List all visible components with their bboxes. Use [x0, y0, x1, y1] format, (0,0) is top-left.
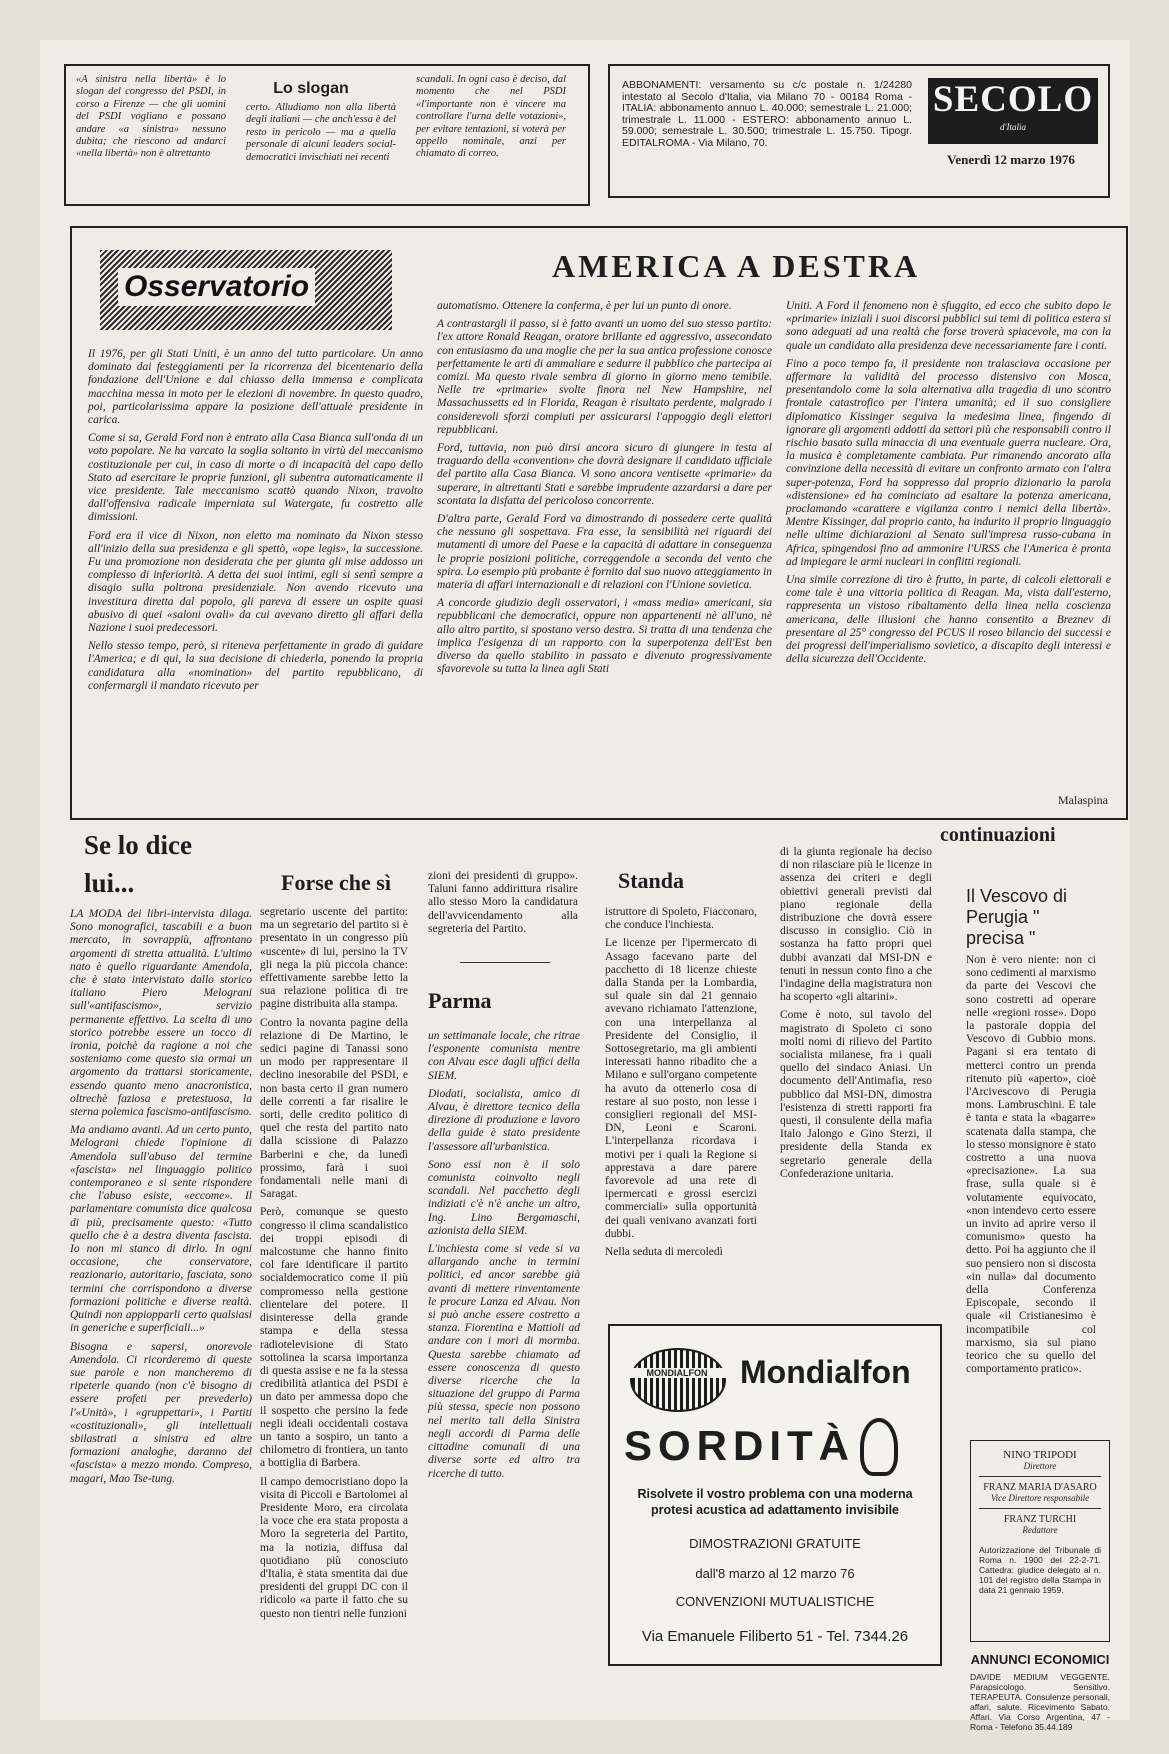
paragraph: istruttore di Spoleto, Fiacconaro, che conduce l'inchiesta. — [605, 906, 757, 932]
paragraph: Nella seduta di mercoledì — [605, 1246, 723, 1259]
issue-date: Venerdì 12 marzo 1976 — [947, 152, 1075, 167]
paragraph: segretario uscente del partito: ma un segretario del partito si è presentato in un congresso più «uscente» di lui, persino la TV gli nega la più piccola chance: effettivamente sarebbe letto la sua relazione politica di tre pagine distribuita alla stampa. — [260, 906, 408, 1011]
director-name: NINO TRIPODI — [1003, 1449, 1077, 1461]
forse-col-1 — [260, 906, 408, 1706]
se-lo-dice-text — [70, 908, 252, 1708]
staff-box — [970, 1440, 1110, 1642]
slogan-col-2: certo. Alludiamo non alla libertà degli italiani — che anch'essa è del resto in pericolo — ma a quella personale di alcuni leaders social-democratici invischiati nei recenti — [246, 102, 396, 163]
divider — [460, 962, 550, 963]
paragraph: Fino a poco tempo fa, il presidente non tralasciava occasione per affermare la validità del processo distensivo con Mosca, presentandolo come la sola alternativa alla tragedia di uno scontro frontale catastrofico per l'intera umanità; ed il suo consigliere diplomatico Kissinger seguiva la medesima linea, fingendo di ignorare gli argomenti addotti da settori più che responsabili contro il rischio basato sulla minaccia di una eventuale guerra nucleare. Ora, la musica è completamente cambiata. Pur rimanendo ancorato alla convinzione della necessità di evitare un confronto armato con l'altra super-potenza, Ford ha soppresso dal proprio dizionario la parola «distensione» ed ha cominciato ad esaltare la potenza americana, proclamando «carattere e vigilanza contro i nemici della libertà». Mentre Kissinger, dal proprio canto, ha indurito il proprio linguaggio nelle ultime dichiarazioni al Senato sull'impresa russo-cubana in Africa, spingendosi fino ad ammonire l'URSS che l'America è pronta ad impiegare le armi nucleari in conflitti regionali. — [786, 357, 1111, 568]
paragraph: L'inchiesta come si vede si va allargando anche in termini politici, ed ancor sarebbe già avanti di mettere rinventamente le procure Lanza ed Alvau. Non si può anche essere costretto a stanza. Fiorentina e Mattioli ad andare con i mori di mormba. Questa sarebbe chiamato ad essere conoscenza di questo diverse ricerche che la situazione del gruppo di Parma più stessa, specie non possono nel merito tali della Sinistra negli accordi di Parma delle cittadine comunali di una diverse sorte ed altro tra ricerche di tutto. — [428, 1243, 580, 1480]
slogan-col-3: scandali. In ogni caso è deciso, dal momento che nel PSDI «l'importante non è vincere ma controllare l'urna delle votazioni», per evitare tentazioni, si voterà per appello nominale, anzi per chiamato di correo. — [416, 74, 566, 160]
paragraph: automatismo. Ottenere la conferma, è per lui un punto di onore. — [437, 300, 732, 312]
forse-che-si-title: Forse che sì — [281, 870, 391, 895]
masthead-box — [608, 64, 1110, 198]
paragraph: LA MODA dei libri-intervista dilaga. Sono monografici, tascabili e a buon mercato, in sovrappiù, affrontano argomenti di stretta attualità. L'ultimo nato è quello riguardante Amendola, che è stato intervistato dallo storico italiano Piero Melograni sull'«antifascismo», servizio permanente effettivo. La scelta di uno storico potrebbe essere un tocco di ironia, poichè da ragione a noi che sosteniamo come questo sia ormai un argomento da trattarsi storicamente, essendo quanto meno anacronistica, oltrechè faziosa e pretestuosa, la sterna polemica fascismo-antifascismo. — [70, 908, 252, 1119]
mondialfon-brand: Mondialfon — [740, 1354, 911, 1390]
parma-text — [428, 1030, 580, 1480]
mondialfon-ad — [608, 1324, 942, 1666]
paragraph: Come si sa, Gerald Ford non è entrato alla Casa Bianca sull'onda di un voto popolare. Ne ha varcato la soglia soltanto in virtù del meccanismo costituzionale per cui, in caso di morte o di incapacità del capo dello Stato ad esercitare le proprie funzioni, gli subentra automaticamente il vice presidente. Tale meccanismo scattò quando Nixon, travolto dall'offensiva radicale imperniata sul Watergate, fu costretto alle dimissioni. — [88, 432, 423, 524]
paragraph: Una simile correzione di tiro è frutto, in parte, di calcoli elettorali e come tale è una vittoria politica di Reagan. Ma, vista dall'esterno, rappresenta un vistoso ribaltamento della linea nella coscienza americana, delle illusioni che hanno consentito a Breznev di presentare al 25° congresso del PCUS il roseo bilancio dei successi e dei progressi dell'imperialismo sovietico, a discapito degli interessi e della sicurezza dell'Occidente. — [786, 574, 1111, 666]
slogan-title: Lo slogan — [273, 80, 349, 97]
osservatorio-box — [70, 226, 1128, 820]
paragraph: zioni dei presidenti di gruppo». Taluni fanno addirittura risalire allo stesso Moro la candidatura dell'avvicendamento alla segreteria del Partito. — [428, 870, 578, 935]
paragraph: Diodati, socialista, amico di Alvau, è direttore tecnico della direzione di produzione e lavoro della guide è stato presidente l'assessore all'urbanistica. — [428, 1087, 580, 1153]
mondialfon-dates: dall'8 marzo al 12 marzo 76 — [695, 1566, 855, 1581]
mondialfon-address: Via Emanuele Filiberto 51 - Tel. 7344.26 — [641, 1628, 909, 1645]
parma-title: Parma — [428, 988, 492, 1013]
forse-col-2 — [428, 870, 578, 980]
paragraph: A concorde giudizio degli osservatori, i «mass media» americani, sia repubblicani che democratici, oppure non appartenenti nè all'uno, nè allo altro partito, si spostano verso destra. Si tratta di una tendenza che implica l'esigenza di un rapporto con la superpotenza dell'Est ben diverso da quello stabilito in passato e divenuto progressivamente sfavorevole su tutta la linea agli Stati — [437, 597, 772, 676]
annunci-title: ANNUNCI ECONOMICI — [970, 1652, 1110, 1667]
osservatorio-label: Osservatorio — [118, 268, 315, 306]
paragraph: Come è noto, sul tavolo del magistrato di Spoleto ci sono molti nomi di rilievo del Partito socialista milanese, fra i quali quello del sindaco Aniasi. Un documento dell'Antimafia, reso pubblico dal MSI-DN, dimostra l'esistenza di stretti rapporti fra questi, il consulente della mafia Italo Jalongo e Gino Sterzi, il presidente della Standa ex segretario generale della Confederazione unitaria. — [780, 1009, 932, 1180]
paragraph: A contrastargli il passo, si è fatto avanti un uomo del suo stesso partito: l'ex attore Ronald Reagan, oratore brillante ed aggressivo, assecondato con entusiasmo da una moglie che per la sua antica professione conosce perfettamente le arti di ammaliare e sedurre il pubblico che partecipa ai comizi. Ma questo rivale sembra di giorno in giorno meno temibile. Nelle tre «primarie» svolte finora nel New Hampshire, nel Massachussetts ed in Florida, Reagan è risultato perdente, malgrado i considerevoli sforzi compiuti per assicurarsi l'appoggio degli elettori repubblicani. — [437, 318, 772, 436]
slogan-col-1: «A sinistra nella libertà» è lo slogan del congresso del PSDI, in corso a Firenze — che gli uomini del PSDI vogliano e possano andare «a sinistra» nessuno dubita; che riescono ad andarci «nella libertà» non è altrettanto — [76, 74, 226, 160]
paragraph: Ford, tuttavia, non può dirsi ancora sicuro di giungere in testa al traguardo della «convention» che dovrà designare il candidato ufficiale del partito alla Casa Bianca. Vi sono ancora ventisette «primarie» da superare, in altrettanti Stati e sarebbe imprudente azzardarsi a dare per scontata la disfatta del pericoloso concorrente. — [437, 442, 772, 507]
article-title: AMERICA A DESTRA — [552, 248, 921, 284]
paragraph: Bisogna e sapersi, onorevole Amendola. Ci ricorderemo di queste sue parole e non mancheremo di ripeterle quando (non c'è bisogno di essere profeti per prevederlo) l'«Unità», i «gruppettari», i Partiti «costituzionali», gli intellettuali sbilastrati a sinistra ed altre formazioni analoghe, daranno del «fascista» a mezzo mondo. Compreso, magari, Mao Tse-tung. — [70, 1340, 252, 1485]
paragraph: Nello stesso tempo, però, si riteneva perfettamente in grado di guidare l'America; e di qui, la sua decisione di chiederla, ponendo la propria candidatura alla «nomination» del partito repubblicano, di confermargli il mandato ricevuto per — [88, 640, 423, 692]
signature: Malaspina — [1058, 793, 1108, 807]
annunci-text: DAVIDE MEDIUM VEGGENTE. Parapsicologo. Sensitivo. TERAPEUTA. Consulenze personali, affari, salute. Ricevimento Sabato. Affari. Via Corso Argentina, 47 - Roma - Telefono 35.44.189 — [970, 1672, 1110, 1732]
standa-col-1 — [605, 906, 757, 1316]
paragraph: Però, comunque se questo congresso il clima scandalistico dei troppi episodi di malcostume che hanno finito col fare identificare il partito socialdemocratico come il più compromesso nella gestione clientelare del potere. Il disinteresse della grande stampa e della stessa radiotelevisione di Stato sottolinea la scarsa importanza di questa assise e ne fa la stessa credibilità atlantica del PSDI è un dato per ammessa dopo che il sospetto che persino la fede negli ideali occidentali costava un tanto a sospiro, un tanto a chilometro di frontiera, un tanto a bottiglia di Barbera. — [260, 1206, 408, 1470]
mondialfon-logo-text: MONDIALFON — [628, 1368, 726, 1378]
osservatorio-col-1 — [88, 348, 423, 808]
abbonamenti-text: ABBONAMENTI: versamento su c/c postale n. 1/24280 intestato al Secolo d'Italia, via Milano 70 - 00184 Roma - ITALIA: abbonamento annuo L. 40.000; semestrale L. 21.000; trimestrale L. 11.000 - ESTERO: abbonamento annuo L. 59.000; semestrale L. 30.500; trimestrale L. 15.750. Tipogr. EDITALROMA - Via Milano, 70. — [622, 79, 912, 149]
osservatorio-banner — [100, 250, 392, 330]
masthead-subtitle: d'Italia — [1000, 122, 1026, 132]
paragraph: Le licenze per l'ipermercato di Assago facevano parte del pacchetto di 18 licenze chieste dalla Standa per la Lombardia, sul quale sin dal 21 gennaio avevano richiamato l'attenzione, con una interpellanza al Presidente del Consiglio, il Sottosegretario, ma gli ambienti interessati hanno ribadito che a Milano e sull'organo competente ha avuto da ottenerlo cosa di restare al suo posto, non lesse i consiglieri regionali del MSI-DN, Leoni e Scaroni. L'interpellanza ricordava i motivi per i quali la Regione si apprestava a dare parere favorevole ad una rete di ipermercati e grossi esercizi commerciali» sulla opportunità dei quali venivano avanzati forti dubbi. — [605, 937, 757, 1240]
paragraph: Ford era il vice di Nixon, non eletto ma nominato da Nixon stesso all'inizio della sua presidenza e gli spettò, «ope legis», la successione. Fu una promozione non desiderata che per giunta gli mise addosso un complesso di inferiorità. A detta dei suoi intimi, egli si sentì sempre a disagio sulla poltrona presidenziale. Non avendo ricevuto una investitura diretta dal popolo, gli pareva di essere un ospite quasi abusivo di quei «saloni ovali» da cui avevano diretto gli affari della Nazione i suoi predecessori. — [88, 529, 423, 635]
paragraph: Uniti. A Ford il fenomeno non è sfuggito, ed ecco che subito dopo le «primarie» iniziali i suoi discorsi pubblici sui temi di politica estera si sono adeguati ad una realtà che forse troverà spiacevole, ma con la quale un candidato alla presidenza deve necessariamente fare i conti. — [786, 300, 1111, 352]
newspaper-page — [40, 40, 1130, 1732]
mondialfon-conv: CONVENZIONI MUTUALISTICHE — [675, 1594, 875, 1609]
ear-icon — [860, 1418, 898, 1476]
paragraph: Il 1976, per gli Stati Uniti, è un anno del tutto particolare. Un anno dominato dai festeggiamenti per la ricorrenza del bicentenario della fondazione dell'Unione e dal chiasso della immensa e complicata macchina messa in moto per le elezioni di novembre. In questo quadro, poi, particolarissima appare la posizione dell'attuale presidente in carica. — [88, 348, 423, 427]
paragraph: Ma andiamo avanti. Ad un certo punto, Melograni chiede l'opinione di Amendola sull'abuso del termine «fascista» nel linguaggio politico contemporaneo e si sente rispondere che l'abuso esiste, «eccome». Il parlamentare comunista dice qualcosa di più, precisamente questo: «Tutto quello che è a destra diventa fascista. Io non mi stanco di dirlo. In ogni occasione, che conservatore, reazionario, autoritario, fasciata, sono termini che corrispondono a diverse formazioni politiche e diverse realtà. Quindi non appiopparli certo qualsiasi in generiche e superficiali...» — [70, 1124, 252, 1335]
globe-icon — [630, 1348, 726, 1412]
paragraph: D'altra parte, Gerald Ford va dimostrando di possedere certe qualità che nessuno gli sospettava. Fra esse, la sensibilità nei riguardi dei mutamenti di umore del Paese e la capacità di adattare in conseguenza le proprie posizioni politiche, correggendole a seconda del vento che spira. Lo esempio più probante è fornito dal suo nuovo atteggiamento in materia di affari internazionali e di relazioni con l'Unione sovietica. — [437, 513, 772, 592]
paragraph: Il campo democristiano dopo la visita di Piccoli e Bartolomei al Presidente Moro, era circolata la voce che era stata proposta a Moro la segreteria del Partito, ma la notizia, diffusa dal quotidiano più conosciuto d'Italia, è stata smentita dai due presidenti del gruppi DC con il ridicolo «a parte il fatto che su questo non tientri nelle funzioni — [260, 1475, 408, 1620]
legal-text: Autorizzazione del Tribunale di Roma n. 1900 del 22-2-71. Cattedra: giudice delegato al n. 101 del registro della Stampa in data 21 gennaio 1959. — [979, 1545, 1101, 1595]
director-role: Direttore — [1023, 1461, 1057, 1471]
mondialfon-demo: DIMOSTRAZIONI GRATUITE — [689, 1536, 861, 1551]
masthead-title: SECOLO — [932, 79, 1094, 120]
divider — [979, 1508, 1101, 1509]
paragraph: un settimanale locale, che ritrae l'esponente comunista mentre con Alvau esce dagli uffici della SIEM. — [428, 1030, 580, 1082]
osservatorio-col-3 — [786, 300, 1111, 782]
standa-title: Standa — [618, 868, 685, 893]
osservatorio-col-2 — [437, 300, 772, 808]
masthead-logo — [928, 78, 1098, 144]
vice-name: FRANZ MARIA D'ASARO — [983, 1482, 1097, 1493]
standa-col-2 — [780, 846, 932, 1316]
continuazioni-title: continuazioni — [940, 824, 1056, 846]
paragraph: Contro la novanta pagine della relazione di De Martino, le sedici pagine di Tanassi sono un modo per rappresentare il declino inesorabile del PSDI, e non basta certo il gran numero delle correnti a far risalire le sorti, delle credito politico di quel che resta del partito nato dalla scissione di Palazzo Barberini e che, da lunedì prossimo, farà i suoi fondamentali nelle mani di Saragat. — [260, 1016, 408, 1201]
mondialfon-subtitle: Risolvete il vostro problema con una moderna protesi acustica ad adattamento invisibile — [637, 1487, 913, 1517]
paragraph: Sono essi non è il solo comunista coinvolto negli scandali. Nel pacchetto degli indiziati c'è n'è anche un altro, Ing. Lino Bergamaschi, azionista della SIEM. — [428, 1158, 580, 1237]
se-lo-dice-title: Se lo dice lui... — [84, 830, 192, 898]
paragraph: di la giunta regionale ha deciso di non rilasciare più le licenze in assenza dei criteri e degli obiettivi generali previsti dal piano regionale della distribuzione che dovrà essere discusso in consiglio. Ciò in sostanza ha fatto propri quei dubbi avanzati dal MSI-DN e tenuti in nessun conto fino a che l'indagine della magistratura non ha scoperto «gli altarini». — [780, 846, 932, 1004]
vescovo-text: Non è vero niente: non ci sono cedimenti al marxismo da parte dei Vescovi che sono costretti ad operare nelle «regioni rosse». Dopo la pastorale doppia del Vescovo di Gubbio mons. Pagani si era tentato di metterci contro un prenda ritenuto più «aperto», cioè l'Arcivescovo di Perugia mons. Lambruschini. E tale è tanta e stata la «bagarre» scatenata dalla stampa, che lo stesso monsignore è stato costretto a una nuova «precisazione». La sua frase, sulla quale si è volutamente equivocato, «non intendevo certo essere un invito ad aprire verso il comunismo» questo ha detto. Poi ha aggiunto che il suo pensiero non si discosta «in nulla» dal documento della Conferenza Episcopale, secondo il quale «il Cristianesimo è incompatibile col marxismo, sia sul piano teorico che su quello del comportamento pratico». — [966, 954, 1096, 1376]
vice-role: Vice Direttore responsabile — [990, 1493, 1090, 1503]
slogan-box — [64, 64, 590, 206]
editor-name: FRANZ TURCHI — [1003, 1514, 1077, 1525]
sordita-headline: SORDITÀ — [624, 1422, 855, 1469]
vescovo-title: Il Vescovo di Perugia " precisa " — [966, 886, 1068, 948]
divider — [979, 1476, 1101, 1477]
editor-role: Redattore — [1022, 1525, 1058, 1535]
